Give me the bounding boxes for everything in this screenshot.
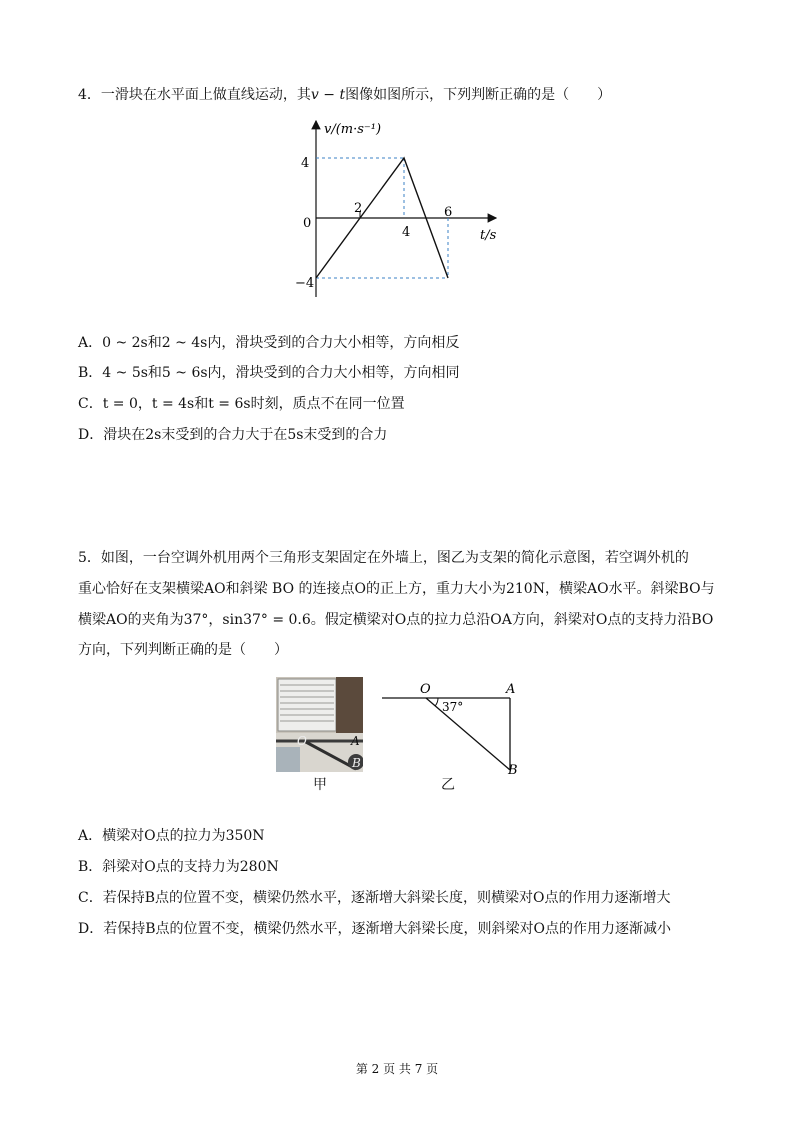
diagram-label-a: A — [506, 682, 516, 697]
photo-label-b: B — [352, 756, 361, 770]
q5-stem-line-3: 横梁AO的夹角为37°，sin37° = 0.6。假定横梁对O点的拉力总沿OA方向，斜梁对O点的支持力沿BO — [78, 612, 714, 628]
photo-label-o: O — [297, 734, 307, 748]
q4-option-a: A．0 ~ 2s和2 ~ 4s内，滑块受到的合力大小相等，方向相反 — [78, 335, 460, 351]
q4-option-d: D．滑块在2s末受到的合力大于在5s末受到的合力 — [78, 427, 388, 443]
q5-option-c: C．若保持B点的位置不变，横梁仍然水平，逐渐增大斜梁长度，则横梁对O点的作用力逐渐增大 — [78, 890, 671, 906]
ac-bracket-photo — [276, 677, 363, 772]
q5-option-d: D．若保持B点的位置不变，横梁仍然水平，逐渐增大斜梁长度，则斜梁对O点的作用力逐渐减小 — [78, 921, 671, 937]
diagram-angle-label: 37° — [442, 700, 464, 714]
diagram-label-b: B — [508, 763, 518, 778]
page-footer: 第 2 页 共 7 页 — [355, 1062, 439, 1076]
bracket-diagram — [380, 680, 530, 780]
q4-stem-text: 4．一滑块在水平面上做直线运动，其 — [78, 87, 311, 103]
photo-caption: 甲 — [313, 777, 327, 793]
q5-stem-line-4: 方向，下列判断正确的是（ ） — [78, 642, 288, 658]
q5-stem-line-2: 重心恰好在支架横梁AO和斜梁 BO 的连接点O的正上方，重力大小为210N，横梁AO水平。斜梁BO与 — [78, 581, 715, 597]
diagram-label-o: O — [420, 682, 431, 697]
q5-stem-line-1: 5．如图，一台空调外机用两个三角形支架固定在外墙上，图乙为支架的简化示意图，若空调外机的 — [78, 550, 689, 566]
x-tick-2: 2 — [354, 201, 363, 216]
y-tick-neg4: −4 — [295, 276, 315, 291]
q4-option-c: C．t = 0，t = 4s和t = 6s时刻，质点不在同一位置 — [78, 396, 405, 412]
q5-option-b: B．斜梁对O点的支持力为280N — [78, 859, 279, 875]
photo-label-a: A — [351, 734, 360, 748]
q4-option-b: B．4 ~ 5s和5 ~ 6s内，滑块受到的合力大小相等，方向相同 — [78, 365, 460, 381]
q5-option-a: A．横梁对O点的拉力为350N — [78, 828, 265, 844]
x-tick-4: 4 — [402, 225, 411, 240]
q4-stem — [78, 85, 611, 105]
x-axis-label: t/s — [480, 228, 497, 243]
diagram-caption: 乙 — [441, 777, 455, 793]
q4-vt-graph — [290, 115, 510, 305]
origin-label: 0 — [303, 216, 312, 231]
y-tick-4: 4 — [301, 156, 310, 171]
x-tick-6: 6 — [444, 205, 453, 220]
y-axis-label: v/(m·s⁻¹) — [324, 122, 382, 137]
q4-stem-end: 图像如图所示，下列判断正确的是（ ） — [345, 87, 612, 103]
q4-stem-math: v − t — [310, 87, 346, 103]
